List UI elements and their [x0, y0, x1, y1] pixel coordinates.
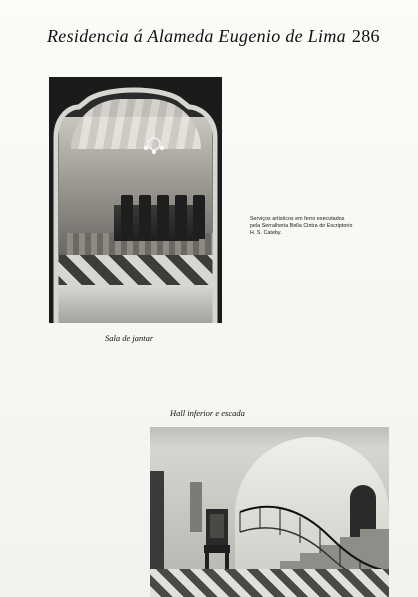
credit-note-line: Serviços artisticos em ferro executados — [250, 216, 345, 222]
credit-note-line: H. S. Cateby. — [250, 230, 282, 236]
hall-ceiling — [150, 427, 389, 447]
credit-note — [250, 216, 380, 237]
title-text: Residencia á Alameda Eugenio de Lima — [47, 26, 346, 46]
page-title — [47, 26, 392, 47]
caption-hall: Hall inferior e escada — [170, 408, 245, 418]
credit-note-line: pela Serralheria Bella Cintra do Escriptorio — [250, 223, 353, 229]
dining-room-photo — [49, 77, 222, 323]
caption-dining-room: Sala de jantar — [105, 333, 154, 343]
hall-staircase-photo — [150, 427, 389, 597]
arch-frame — [49, 77, 222, 323]
hall-floor — [150, 569, 389, 597]
page-number: 286 — [351, 26, 380, 46]
wall-mirror — [190, 482, 202, 532]
